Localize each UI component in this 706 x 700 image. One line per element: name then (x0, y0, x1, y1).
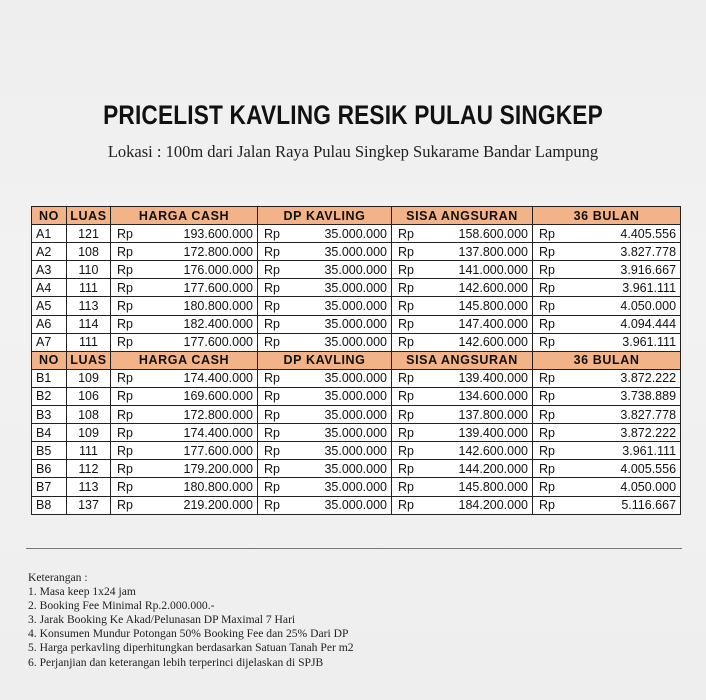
table-row (32, 387, 681, 405)
table-row (32, 225, 681, 243)
currency-label: Rp (392, 243, 422, 261)
note-item: 1. Masa keep 1x24 jam (28, 585, 136, 599)
cell-luas: 137 (67, 496, 111, 514)
cell-no: A3 (32, 261, 67, 279)
note-item: 6. Perjanjian dan keterangan lebih terperinci dijelaskan di SPJB (28, 655, 324, 669)
note-item: 5. Harga perkavling diperhitungkan berdasarkan Satuan Tanah Per m2 (28, 641, 354, 655)
currency-label: Rp (533, 225, 563, 243)
currency-label: Rp (111, 279, 141, 297)
currency-label: Rp (392, 279, 422, 297)
cell-bulan: 3.738.889 (563, 387, 681, 405)
currency-label: Rp (392, 297, 422, 315)
currency-label: Rp (258, 261, 288, 279)
cell-luas: 113 (67, 297, 111, 315)
cell-bulan: 5.116.667 (563, 496, 681, 514)
cell-luas: 112 (67, 460, 111, 478)
column-header: 36 BULAN (533, 207, 681, 225)
cell-harga: 182.400.000 (141, 315, 258, 333)
cell-bulan: 4.050.000 (563, 478, 681, 496)
currency-label: Rp (111, 387, 141, 405)
cell-luas: 111 (67, 442, 111, 460)
cell-sisa: 141.000.000 (422, 261, 533, 279)
cell-harga: 172.800.000 (141, 243, 258, 261)
currency-label: Rp (392, 442, 422, 460)
cell-luas: 106 (67, 387, 111, 405)
currency-label: Rp (258, 424, 288, 442)
currency-label: Rp (533, 297, 563, 315)
cell-dp: 35.000.000 (288, 442, 392, 460)
note-item: 3. Jarak Booking Ke Akad/Pelunasan DP Maximal 7 Hari (28, 613, 296, 627)
cell-sisa: 184.200.000 (422, 496, 533, 514)
currency-label: Rp (258, 387, 288, 405)
cell-dp: 35.000.000 (288, 478, 392, 496)
cell-harga: 177.600.000 (141, 442, 258, 460)
column-header: LUAS (67, 351, 111, 369)
table-row (32, 279, 681, 297)
currency-label: Rp (392, 369, 422, 387)
column-header: DP KAVLING (258, 207, 392, 225)
cell-luas: 121 (67, 225, 111, 243)
cell-no: A2 (32, 243, 67, 261)
cell-harga: 177.600.000 (141, 333, 258, 351)
pricelist-table (31, 206, 681, 515)
cell-bulan: 3.961.111 (563, 442, 681, 460)
header-row (32, 207, 681, 225)
currency-label: Rp (392, 406, 422, 424)
cell-luas: 114 (67, 315, 111, 333)
cell-sisa: 142.600.000 (422, 442, 533, 460)
cell-sisa: 139.400.000 (422, 369, 533, 387)
currency-label: Rp (392, 387, 422, 405)
notes-heading: Keterangan : (28, 571, 88, 584)
currency-label: Rp (533, 333, 563, 351)
cell-no: B7 (32, 478, 67, 496)
currency-label: Rp (111, 460, 141, 478)
pricelist-body (32, 207, 681, 515)
currency-label: Rp (533, 478, 563, 496)
cell-no: B6 (32, 460, 67, 478)
currency-label: Rp (392, 460, 422, 478)
currency-label: Rp (258, 225, 288, 243)
table-row (32, 460, 681, 478)
cell-bulan: 4.005.556 (563, 460, 681, 478)
currency-label: Rp (533, 279, 563, 297)
currency-label: Rp (111, 496, 141, 514)
cell-sisa: 158.600.000 (422, 225, 533, 243)
currency-label: Rp (258, 442, 288, 460)
currency-label: Rp (111, 261, 141, 279)
currency-label: Rp (111, 297, 141, 315)
table-row (32, 478, 681, 496)
column-header: NO (32, 207, 67, 225)
cell-bulan: 4.405.556 (563, 225, 681, 243)
cell-bulan: 3.872.222 (563, 424, 681, 442)
currency-label: Rp (258, 333, 288, 351)
cell-dp: 35.000.000 (288, 315, 392, 333)
currency-label: Rp (533, 315, 563, 333)
cell-dp: 35.000.000 (288, 424, 392, 442)
cell-no: A1 (32, 225, 67, 243)
currency-label: Rp (111, 424, 141, 442)
column-header: 36 BULAN (533, 351, 681, 369)
currency-label: Rp (533, 387, 563, 405)
currency-label: Rp (258, 243, 288, 261)
currency-label: Rp (392, 261, 422, 279)
table-row (32, 261, 681, 279)
cell-bulan: 3.961.111 (563, 333, 681, 351)
table-row (32, 442, 681, 460)
location-subtitle: Lokasi : 100m dari Jalan Raya Pulau Singkep Sukarame Bandar Lampung (107, 142, 599, 161)
currency-label: Rp (111, 406, 141, 424)
cell-dp: 35.000.000 (288, 243, 392, 261)
currency-label: Rp (258, 460, 288, 478)
currency-label: Rp (258, 279, 288, 297)
currency-label: Rp (258, 315, 288, 333)
cell-sisa: 145.800.000 (422, 478, 533, 496)
currency-label: Rp (392, 496, 422, 514)
cell-sisa: 137.800.000 (422, 243, 533, 261)
cell-sisa: 142.600.000 (422, 279, 533, 297)
table-row (32, 243, 681, 261)
cell-sisa: 142.600.000 (422, 333, 533, 351)
cell-dp: 35.000.000 (288, 387, 392, 405)
currency-label: Rp (111, 478, 141, 496)
currency-label: Rp (392, 424, 422, 442)
currency-label: Rp (258, 478, 288, 496)
cell-bulan: 4.094.444 (563, 315, 681, 333)
cell-no: B5 (32, 442, 67, 460)
column-header: SISA ANGSURAN (392, 207, 533, 225)
table-row (32, 297, 681, 315)
table-row (32, 333, 681, 351)
cell-dp: 35.000.000 (288, 333, 392, 351)
table-row (32, 496, 681, 514)
cell-luas: 108 (67, 406, 111, 424)
currency-label: Rp (111, 225, 141, 243)
cell-sisa: 139.400.000 (422, 424, 533, 442)
cell-harga: 193.600.000 (141, 225, 258, 243)
column-header: LUAS (67, 207, 111, 225)
currency-label: Rp (111, 369, 141, 387)
cell-sisa: 134.600.000 (422, 387, 533, 405)
cell-bulan: 3.916.667 (563, 261, 681, 279)
cell-bulan: 3.872.222 (563, 369, 681, 387)
cell-dp: 35.000.000 (288, 279, 392, 297)
cell-dp: 35.000.000 (288, 297, 392, 315)
notes-section (28, 571, 354, 670)
table-row (32, 315, 681, 333)
currency-label: Rp (533, 424, 563, 442)
cell-no: B1 (32, 369, 67, 387)
cell-sisa: 147.400.000 (422, 315, 533, 333)
currency-label: Rp (258, 496, 288, 514)
column-header: SISA ANGSURAN (392, 351, 533, 369)
currency-label: Rp (258, 406, 288, 424)
cell-dp: 35.000.000 (288, 406, 392, 424)
cell-no: A6 (32, 315, 67, 333)
cell-no: B2 (32, 387, 67, 405)
cell-luas: 109 (67, 369, 111, 387)
cell-sisa: 137.800.000 (422, 406, 533, 424)
cell-luas: 111 (67, 279, 111, 297)
cell-harga: 179.200.000 (141, 460, 258, 478)
currency-label: Rp (533, 243, 563, 261)
currency-label: Rp (392, 478, 422, 496)
cell-no: B3 (32, 406, 67, 424)
cell-no: A4 (32, 279, 67, 297)
cell-luas: 110 (67, 261, 111, 279)
currency-label: Rp (533, 460, 563, 478)
cell-harga: 180.800.000 (141, 478, 258, 496)
currency-label: Rp (258, 369, 288, 387)
cell-dp: 35.000.000 (288, 460, 392, 478)
currency-label: Rp (533, 496, 563, 514)
note-item: 4. Konsumen Mundur Potongan 50% Booking Fee dan 25% Dari DP (28, 627, 349, 641)
divider (26, 548, 682, 549)
cell-harga: 172.800.000 (141, 406, 258, 424)
cell-dp: 35.000.000 (288, 496, 392, 514)
currency-label: Rp (533, 406, 563, 424)
cell-dp: 35.000.000 (288, 369, 392, 387)
currency-label: Rp (111, 243, 141, 261)
cell-sisa: 144.200.000 (422, 460, 533, 478)
cell-dp: 35.000.000 (288, 261, 392, 279)
cell-bulan: 3.961.111 (563, 279, 681, 297)
cell-bulan: 4.050.000 (563, 297, 681, 315)
cell-harga: 174.400.000 (141, 424, 258, 442)
currency-label: Rp (111, 333, 141, 351)
currency-label: Rp (258, 297, 288, 315)
cell-harga: 169.600.000 (141, 387, 258, 405)
cell-harga: 176.000.000 (141, 261, 258, 279)
column-header: DP KAVLING (258, 351, 392, 369)
table-row (32, 369, 681, 387)
cell-dp: 35.000.000 (288, 225, 392, 243)
cell-bulan: 3.827.778 (563, 406, 681, 424)
currency-label: Rp (111, 442, 141, 460)
cell-luas: 111 (67, 333, 111, 351)
page-title: PRICELIST KAVLING RESIK PULAU SINGKEP (103, 100, 603, 130)
cell-no: A5 (32, 297, 67, 315)
cell-luas: 109 (67, 424, 111, 442)
currency-label: Rp (533, 442, 563, 460)
currency-label: Rp (392, 315, 422, 333)
column-header: NO (32, 351, 67, 369)
cell-harga: 177.600.000 (141, 279, 258, 297)
header-row (32, 351, 681, 369)
note-item: 2. Booking Fee Minimal Rp.2.000.000.- (28, 599, 215, 613)
cell-sisa: 145.800.000 (422, 297, 533, 315)
cell-no: B4 (32, 424, 67, 442)
column-header: HARGA CASH (111, 207, 258, 225)
table-row (32, 406, 681, 424)
currency-label: Rp (392, 225, 422, 243)
cell-no: A7 (32, 333, 67, 351)
currency-label: Rp (392, 333, 422, 351)
cell-no: B8 (32, 496, 67, 514)
cell-harga: 180.800.000 (141, 297, 258, 315)
currency-label: Rp (111, 315, 141, 333)
cell-luas: 108 (67, 243, 111, 261)
cell-harga: 174.400.000 (141, 369, 258, 387)
cell-harga: 219.200.000 (141, 496, 258, 514)
cell-luas: 113 (67, 478, 111, 496)
currency-label: Rp (533, 261, 563, 279)
currency-label: Rp (533, 369, 563, 387)
column-header: HARGA CASH (111, 351, 258, 369)
cell-bulan: 3.827.778 (563, 243, 681, 261)
table-row (32, 424, 681, 442)
